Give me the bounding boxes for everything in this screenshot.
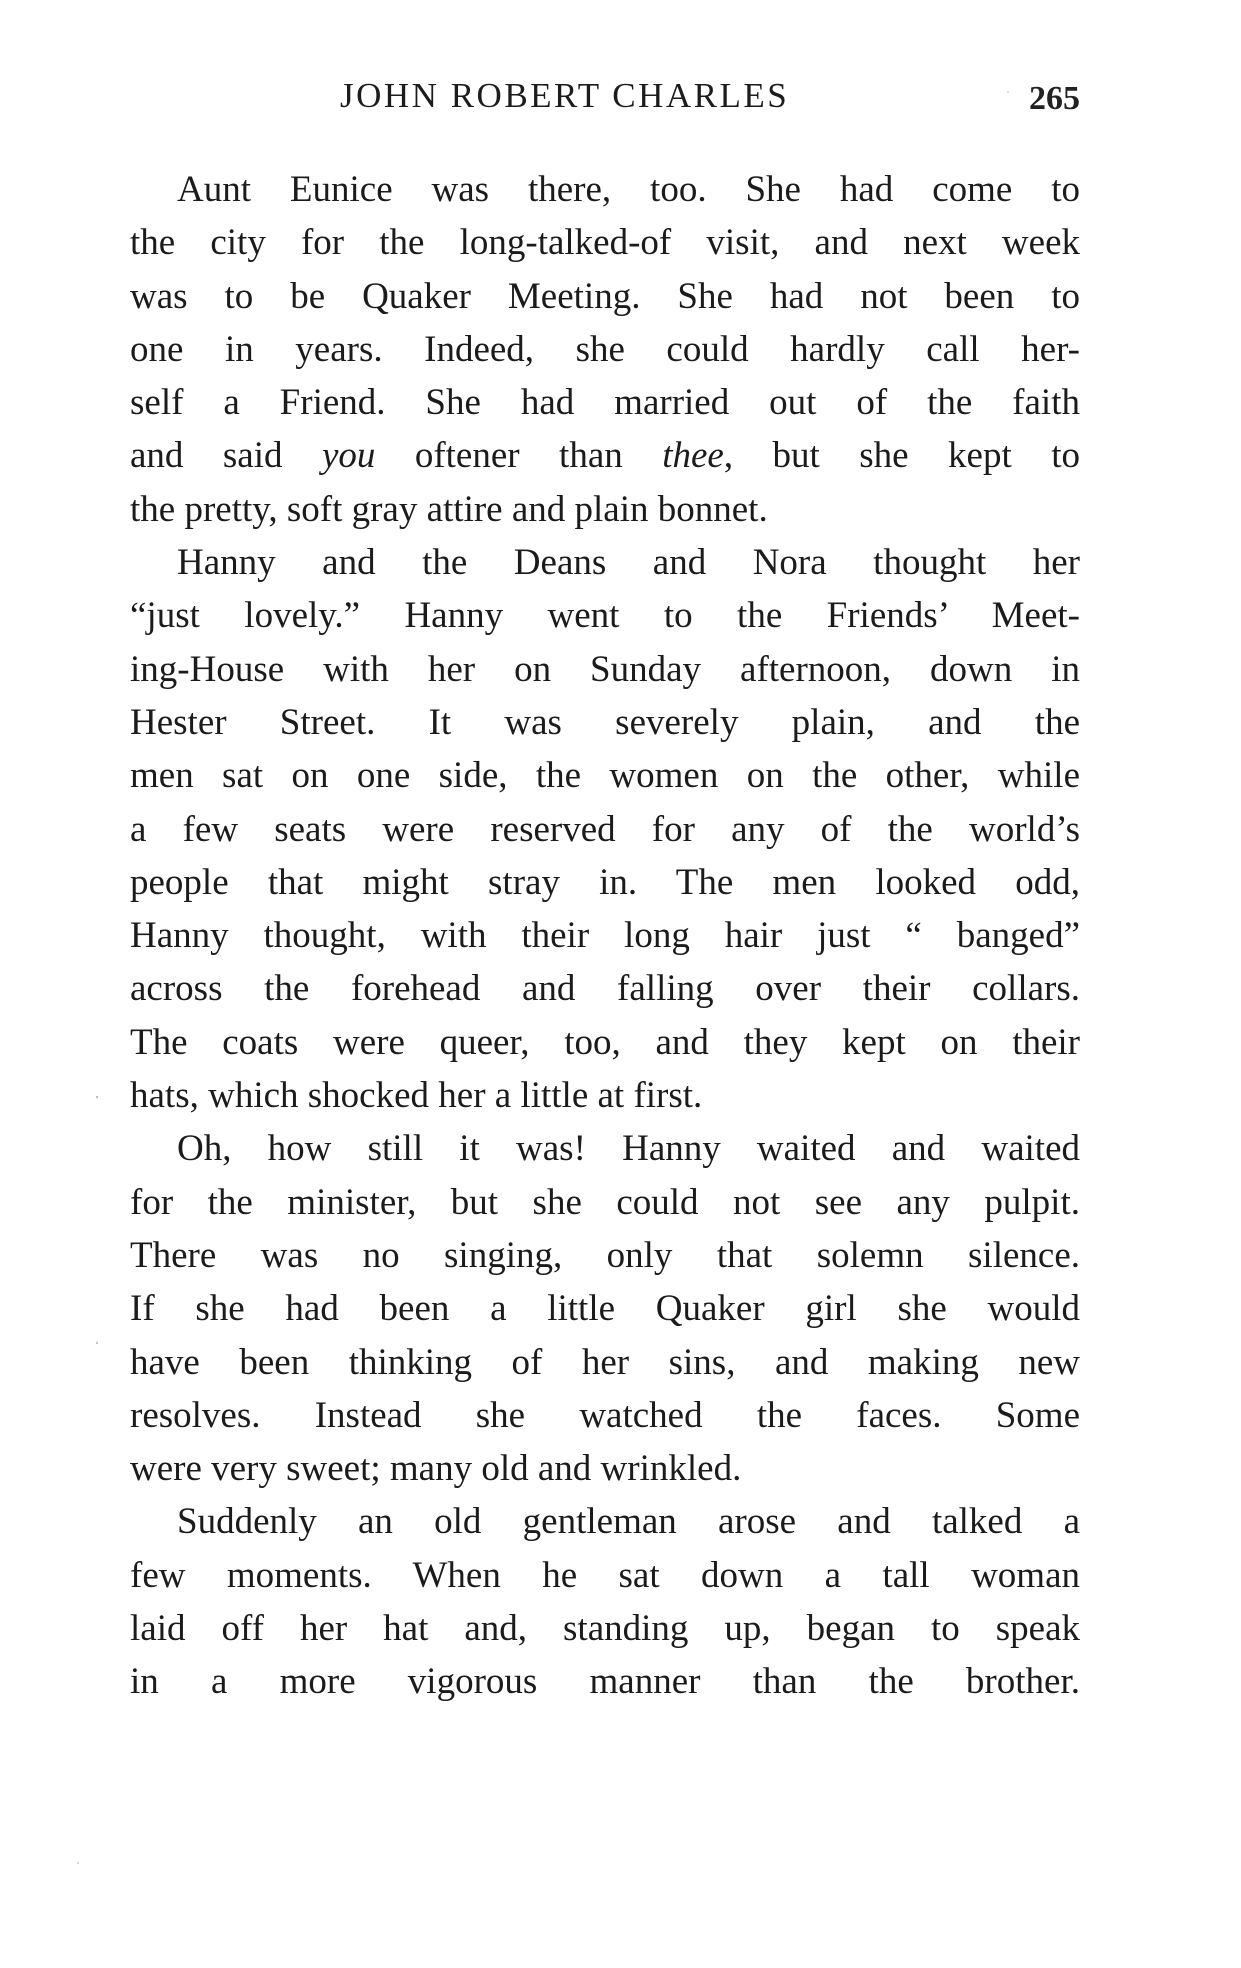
text-line: have been thinking of her sins, and making new <box>130 1341 1080 1383</box>
text-line: Suddenly an old gentleman arose and talked a <box>177 1501 1080 1543</box>
text-line: the city for the long-talked-of visit, and next week <box>130 222 1080 264</box>
text-line: Hanny thought, with their long hair just “ banged” <box>130 915 1080 957</box>
text-run: and said <box>130 435 322 477</box>
speck <box>96 1342 98 1344</box>
text-line: Oh, how still it was! Hanny waited and waited <box>177 1128 1080 1170</box>
italic-word: you <box>321 435 376 477</box>
page-number: 265 <box>1029 80 1080 117</box>
text-line: men sat on one side, the women on the other, while <box>130 755 1080 797</box>
italic-word: thee <box>662 435 724 477</box>
text-line: for the minister, but she could not see any pulpit. <box>130 1181 1080 1223</box>
text-line: people that might stray in. The men looked odd, <box>130 861 1080 903</box>
body-text <box>130 163 1080 1709</box>
paragraph <box>130 536 1080 1122</box>
text-line: resolves. Instead she watched the faces. Some <box>130 1394 1080 1436</box>
text-line: The coats were queer, too, and they kept on their <box>130 1021 1080 1063</box>
text-line: laid off her hat and, standing up, began to speak <box>130 1608 1080 1650</box>
text-line: a few seats were reserved for any of the world’s <box>130 808 1080 850</box>
running-title: JOHN ROBERT CHARLES <box>340 76 790 115</box>
text-line: If she had been a little Quaker girl she would <box>130 1288 1080 1330</box>
text-run: , but she kept to <box>723 435 1080 477</box>
text-line: one in years. Indeed, she could hardly call her- <box>130 328 1080 370</box>
paragraph <box>130 1495 1080 1708</box>
text-line: Hester Street. It was severely plain, and the <box>130 701 1080 743</box>
text-line-mixed <box>130 429 1080 482</box>
text-line: across the forehead and falling over their collars. <box>130 968 1080 1010</box>
running-header <box>130 76 1080 126</box>
text-line: the pretty, soft gray attire and plain bonnet. <box>130 488 768 530</box>
text-line: “just lovely.” Hanny went to the Friends’ Meet- <box>130 595 1080 637</box>
text-line: were very sweet; many old and wrinkled. <box>130 1448 742 1490</box>
text-run: oftener than <box>375 435 663 477</box>
text-line: Aunt Eunice was there, too. She had come to <box>177 169 1080 210</box>
text-line: There was no singing, only that solemn silence. <box>130 1234 1080 1276</box>
text-line: in a more vigorous manner than the brother. <box>130 1661 1080 1703</box>
text-line: ing-House with her on Sunday afternoon, down in <box>130 648 1080 690</box>
speck <box>96 1096 98 1098</box>
speck <box>77 1862 79 1864</box>
text-line: few moments. When he sat down a tall woman <box>130 1554 1080 1596</box>
paragraph <box>130 1122 1080 1495</box>
text-line: was to be Quaker Meeting. She had not been to <box>130 275 1080 317</box>
text-line: self a Friend. She had married out of the faith <box>130 382 1080 424</box>
text-line: Hanny and the Deans and Nora thought her <box>177 542 1080 584</box>
text-line: hats, which shocked her a little at first. <box>130 1075 703 1117</box>
paragraph <box>130 163 1080 536</box>
